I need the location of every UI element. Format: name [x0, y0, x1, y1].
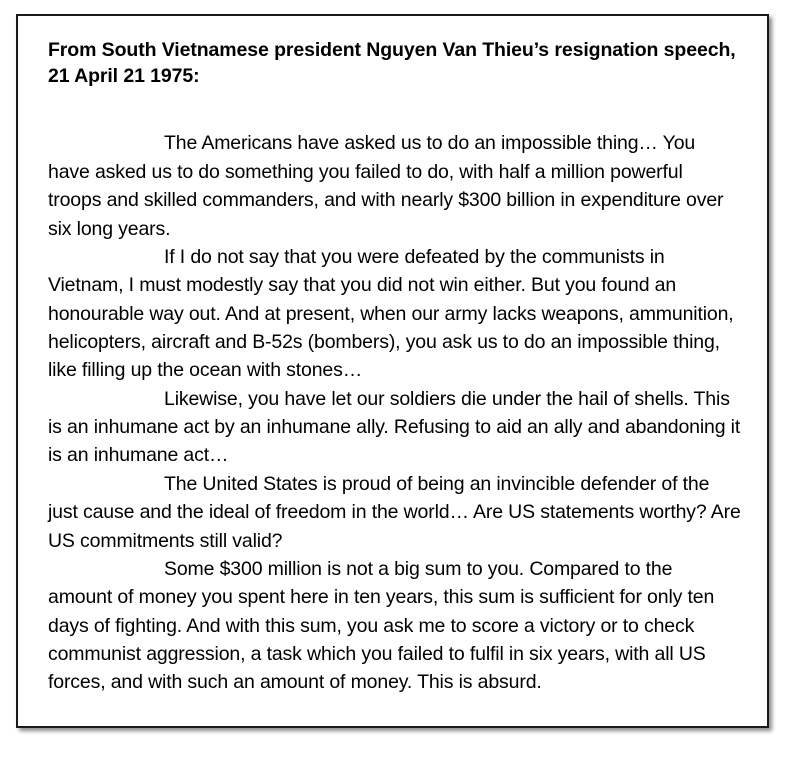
paragraph-1: The Americans have asked us to do an impossible thing… You have asked us to do something you failed to do, with half a million powerful troops and skilled commanders, and with nearly $300 billion in expenditure over six long years.	[48, 132, 724, 240]
paragraph-5: Some $300 million is not a big sum to you. Compared to the amount of money you spent here in ten years, this sum is sufficient for only ten days of fighting. And with this sum, you ask me to score a victory or to check communist aggression, a task which you failed to fulfil in six years, with all US forces, and with such an amount of money. This is absurd.	[48, 557, 715, 694]
paragraph-2: If I do not say that you were defeated by the communists in Vietnam, I must modestly say that you did not win either. But you found an honourable way out. And at present, when our army lacks weapons, ammunition, helicopters, aircraft and B-52s (bombers), you ask us to do an impossible thing, like filling up the ocean with stones…	[48, 245, 734, 382]
quote-box	[16, 14, 769, 728]
paragraph-3: Likewise, you have let our soldiers die under the hail of shells. This is an inhumane act by an inhumane ally. Refusing to aid an ally and abandoning it is an inhumane act…	[48, 387, 741, 467]
document-title: From South Vietnamese president Nguyen Van Thieu’s resignation speech, 21 April 21 1975:	[48, 39, 736, 87]
paragraph-4: The United States is proud of being an invincible defender of the just cause and the ideal of freedom in the world… Are US statements worthy? Are US commitments still valid?	[48, 472, 741, 552]
